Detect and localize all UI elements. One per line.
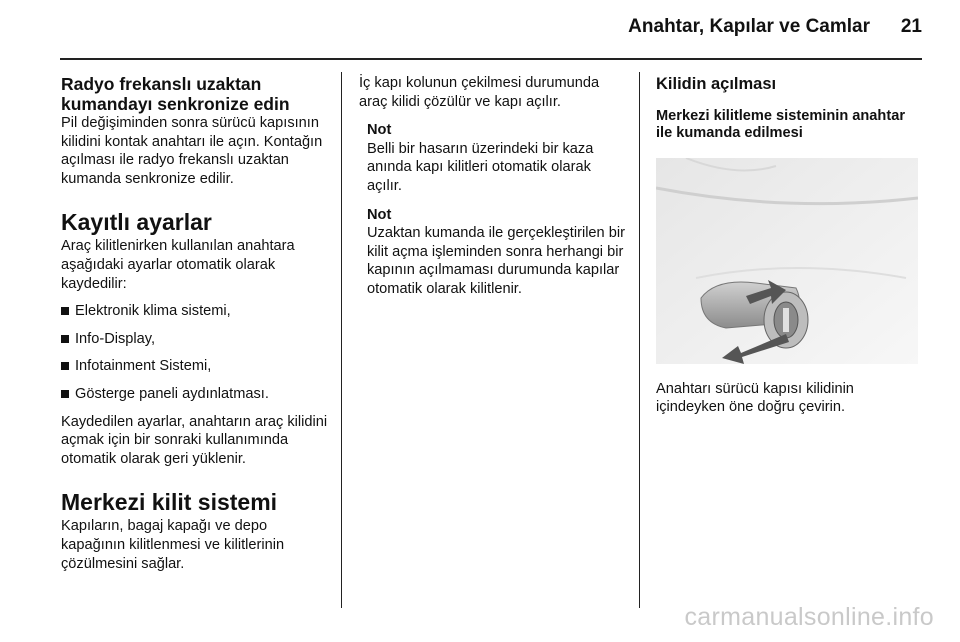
bullet-square-icon — [61, 362, 69, 370]
list-item — [61, 357, 333, 376]
column-divider-right — [639, 72, 640, 608]
list-item — [61, 385, 333, 404]
paragraph-central-locking: Kapıların, bagaj kapağı ve depo kapağının kilitlenmesi ve kilitlerinin çözülmesini sağlar. — [61, 518, 285, 572]
header-rule — [60, 58, 922, 60]
note-1-text: Belli bir hasarın üzerindeki bir kaza anında kapı kilitleri otomatik olarak açılır. — [367, 140, 594, 194]
bullet-square-icon — [61, 335, 69, 343]
door-lock-key-illustration — [656, 158, 918, 364]
bullet-square-icon — [61, 307, 69, 315]
heading-central-locking: Merkezi kilit sistemi — [61, 489, 278, 516]
heading-unlocking: Kilidin açılması — [656, 75, 777, 93]
paragraph-inner-handle: İç kapı kolunun çekilmesi durumunda araç kilidi çözülür ve kapı açılır. — [359, 75, 600, 110]
note-2-heading: Not — [367, 206, 392, 223]
note-2-text: Uzaktan kumanda ile gerçekleştirilen bir kilit açma işleminden sonra herhangi bir kapının açılmaması durumunda kapılar otomatik olarak kilitlenir. — [367, 225, 625, 297]
column-3 — [656, 74, 922, 417]
page-number: 21 — [900, 16, 922, 37]
list-item-text: Gösterge paneli aydınlatması. — [75, 385, 269, 402]
list-item-text: Info-Display, — [75, 330, 156, 347]
column-1 — [61, 74, 333, 573]
heading-key-operation: Merkezi kilitleme sisteminin anahtar ile kumanda edilmesi — [656, 108, 905, 141]
heading-radio-sync: Radyo frekanslı uzaktan kumandayı senkronize edin — [61, 74, 290, 114]
paragraph-saved-restore: Kaydedilen ayarlar, anahtarın araç kilidini açmak için bir sonraki kullanımında otomatik olarak geri yüklenir. — [61, 413, 328, 467]
paragraph-radio-sync: Pil değişiminden sonra sürücü kapısının kilidini kontak anahtarı ile açın. Kontağın açılması ile radyo frekanslı uzaktan kumanda senkronize edilir. — [61, 115, 323, 187]
heading-saved-settings: Kayıtlı ayarlar — [61, 209, 212, 236]
note-1 — [359, 121, 629, 195]
footer-watermark: carmanualsonline.info — [684, 603, 934, 631]
saved-settings-list — [61, 302, 333, 403]
paragraph-saved-settings: Araç kilitlenirken kullanılan anahtara aşağıdaki ayarlar otomatik olarak kaydedilir: — [61, 238, 295, 292]
list-item-text: Infotainment Sistemi, — [75, 358, 212, 375]
list-item — [61, 302, 333, 321]
column-divider-left — [341, 72, 342, 608]
bullet-square-icon — [61, 390, 69, 398]
note-2 — [359, 206, 629, 299]
header-title: Anahtar, Kapılar ve Camlar — [628, 16, 870, 37]
note-1-heading: Not — [367, 122, 392, 139]
column-2 — [359, 74, 629, 299]
list-item — [61, 330, 333, 349]
list-item-text: Elektronik klima sistemi, — [75, 303, 231, 320]
figure-caption: Anahtarı sürücü kapısı kilidinin içindeyken öne doğru çevirin. — [656, 380, 854, 416]
